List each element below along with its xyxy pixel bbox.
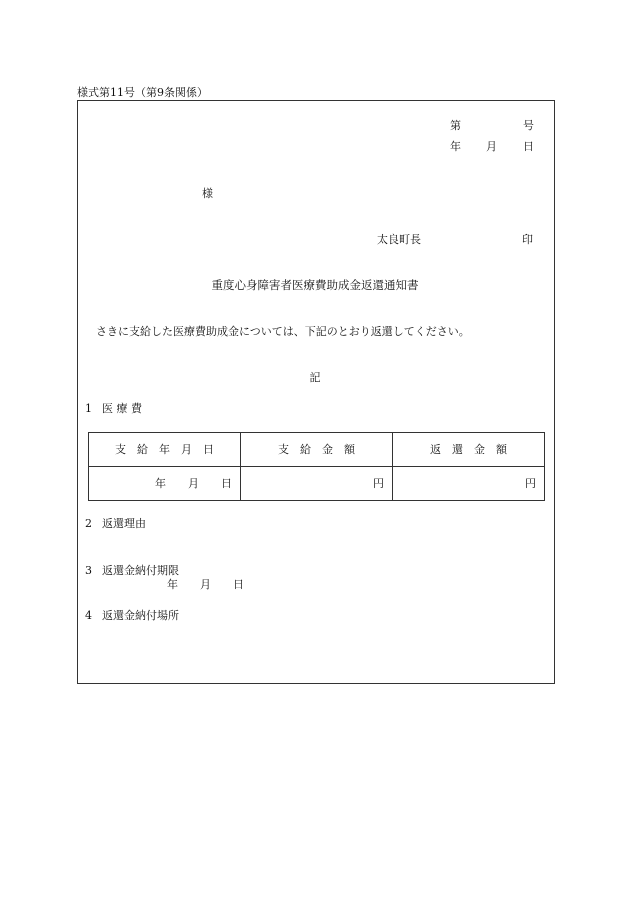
section-3-label: 返還金納付期限 — [102, 564, 179, 577]
payment-date-cell: 年 月 日 — [89, 467, 241, 501]
document-title: 重度心身障害者医療費助成金返還通知書 — [211, 278, 419, 292]
document-number-prefix: 第 — [450, 119, 461, 132]
refund-amount-header: 返 還 金 額 — [393, 433, 545, 467]
issuer-name: 太良町長 — [377, 233, 421, 246]
issue-month-label: 月 — [486, 140, 497, 153]
issue-year-label: 年 — [450, 140, 461, 153]
refund-amount-cell: 円 — [393, 467, 545, 501]
body-text: さきに支給した医療費助成金については、下記のとおり返還してください。 — [96, 325, 470, 338]
seal-mark: 印 — [522, 233, 533, 246]
document-number-suffix: 号 — [523, 119, 534, 132]
medical-expense-table — [88, 432, 545, 501]
section-2-label: 返還理由 — [102, 517, 146, 530]
form-number-label: 様式第11号（第9条関係） — [77, 86, 208, 99]
addressee-suffix: 様 — [202, 187, 213, 200]
payment-date-header: 支 給 年 月 日 — [89, 433, 241, 467]
notice-frame — [77, 100, 555, 684]
section-3-number: 3 — [85, 564, 92, 577]
section-2-number: 2 — [85, 517, 92, 530]
section-4-number: 4 — [85, 609, 92, 622]
table-row — [89, 467, 545, 501]
deadline-date: 年 月 日 — [167, 578, 244, 591]
section-4-label: 返還金納付場所 — [102, 609, 179, 622]
section-1-number: 1 — [85, 402, 92, 415]
table-header-row — [89, 433, 545, 467]
payment-amount-header: 支 給 金 額 — [241, 433, 393, 467]
issue-day-label: 日 — [523, 140, 534, 153]
section-1-label: 医 療 費 — [102, 402, 142, 415]
payment-amount-cell: 円 — [241, 467, 393, 501]
record-label: 記 — [309, 371, 321, 384]
